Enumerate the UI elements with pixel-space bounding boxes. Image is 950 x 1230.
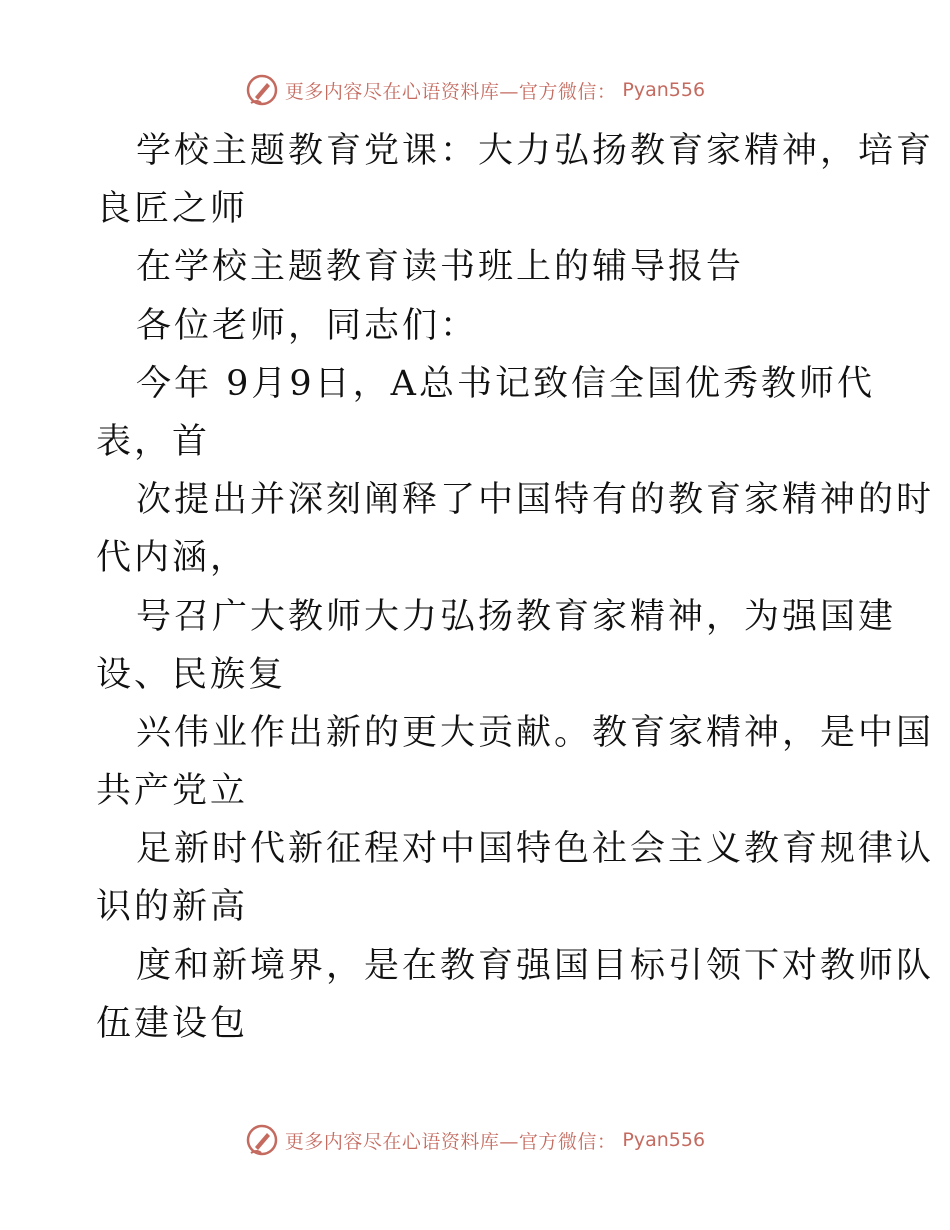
subtitle-line: 在学校主题教育读书班上的辅导报告 bbox=[136, 247, 745, 288]
paragraph-line: 表，首 bbox=[96, 421, 211, 462]
document-body bbox=[96, 122, 935, 1053]
paragraph-line: 共产党立 bbox=[96, 771, 249, 812]
paragraph-line: 设、民族复 bbox=[96, 654, 287, 695]
title-line-2: 良匠之师 bbox=[96, 189, 249, 230]
paragraph-line: 今年 9月9日，A总书记致信全国优秀教师代 bbox=[136, 363, 875, 404]
paragraph-line: 伍建设包 bbox=[96, 1003, 249, 1044]
paragraph-line: 识的新高 bbox=[96, 887, 249, 928]
footer-watermark bbox=[0, 1122, 950, 1158]
paragraph-line: 代内涵， bbox=[96, 538, 249, 579]
pen-logo-icon bbox=[245, 1123, 279, 1157]
pen-logo-icon bbox=[245, 73, 279, 107]
watermark-handle: Pyan556 bbox=[622, 79, 706, 101]
watermark-handle: Pyan556 bbox=[622, 1129, 706, 1151]
header-watermark bbox=[0, 72, 950, 108]
salutation-line: 各位老师，同志们： bbox=[136, 305, 479, 346]
title-line-1: 学校主题教育党课：大力弘扬教育家精神，培育 bbox=[136, 131, 935, 171]
paragraph-line: 兴伟业作出新的更大贡献。教育家精神，是中国 bbox=[136, 712, 935, 753]
paragraph-line: 号召广大教师大力弘扬教育家精神，为强国建 bbox=[136, 596, 897, 637]
watermark-text: 更多内容尽在心语资料库—官方微信： bbox=[284, 1130, 617, 1153]
watermark-text: 更多内容尽在心语资料库—官方微信： bbox=[284, 80, 617, 103]
paragraph-line: 足新时代新征程对中国特色社会主义教育规律认 bbox=[136, 829, 935, 870]
paragraph-line: 度和新境界，是在教育强国目标引领下对教师队 bbox=[136, 945, 935, 986]
paragraph-line: 次提出并深刻阐释了中国特有的教育家精神的时 bbox=[136, 480, 935, 521]
